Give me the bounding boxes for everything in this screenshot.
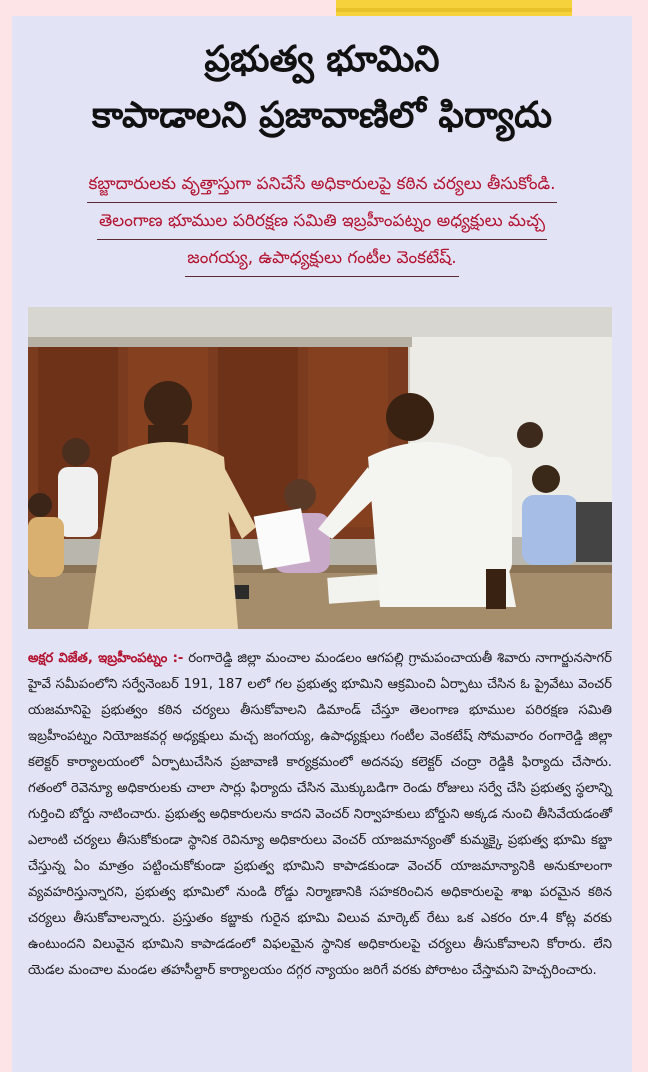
subheading-1 [12,172,632,203]
headline [12,32,632,144]
subheading-3 [12,246,632,277]
article-text: రంగారెడ్డి జిల్లా మంచాల మండలం ఆగపల్లి గ్రామపంచాయతీ శివారు నాగార్జునసాగర్ హైవే సమీపంలోని సర్వేనెంబర్ 191, 187 లలో గల ప్రభుత్వ భూమిని ఆక్రమించి ఏర్పాటు చేసిన ఓ ప్రైవేటు వెంచర్ యజమానిపై ప్రభుత్వం కఠిన చర్యలు తీసుకోవాలని డిమాండ్ చేస్తూ తెలంగాణ భూముల పరిరక్షణ సమితి ఇబ్రహీంపట్నం నియోజకవర్గ అధ్యక్షులు మచ్చ జంగయ్య, ఉపాధ్యక్షులు గంటీల వెంకటేష్ సోమవారం రంగారెడ్డి జిల్లా కలెక్టర్ కార్యాలయంలో ఏర్పాటుచేసిన ప్రజావాణి కార్యక్రమంలో అదనపు కలెక్టర్ చంద్రా రెడ్డికి ఫిర్యాదు చేసారు. గతంలో రెవెన్యూ అధికారులకు చాలా సార్లు ఫిర్యాదు చేసిన మొక్కుబడిగా రెండు రోజులు సర్వే చేసి ప్రభుత్వ స్థలాన్ని గుర్తించి బోర్డు నాటించారు. ప్రభుత్వ అధికారులను కాదని వెంచర్ నిర్వాహకులు బోర్డుని అక్కడ నుంచి తీసివేయడంతో ఎలాంటి చర్యలు తీసుకోకుండా స్థానిక రెవిన్యూ అధికారులు వెంచర్ యాజమాన్యంతో కుమ్మక్కై ప్రభుత్వ భూమి కబ్జా చేస్తున్న ఏం మాత్రం పట్టించుకోకుండా ప్రభుత్వ భూమిని కాపాడకుండా వెంచర్ యాజమాన్యానికి అనుకూలంగా వ్యవహరిస్తున్నారని, ప్రభుత్వ భూమిలో నుండి రోడ్డు నిర్మాణానికి సహకరించిన అధికారులపై శాఖ పరమైన కఠిన చర్యలు తీసుకోవాలన్నారు. ప్రస్తుతం కబ్జాకు గురైన భూమి విలువ మార్కెట్ రేటు ఒక ఎకరం రూ.4 కోట్ల వరకు ఉంటుందని విలువైన భూమిని కాపాడడంలో విఫలమైన స్థానిక అధికారులపై చర్యలు తీసుకోవాలని కోరారు. లేని యెడల మంచాల మండల తహసీల్దార్ కార్యాలయం దగ్గర న్యాయం జరిగే వరకు పోరాటం చేస్తామని హెచ్చరించారు. [28,651,612,978]
article-body [28,646,612,984]
headline-line-2: కాపాడాలని ప్రజావాణిలో ఫిర్యాదు [91,95,553,136]
news-photo [28,307,612,629]
masthead-strip [336,0,572,16]
news-page [12,16,632,1072]
subheading-1-text: కబ్జాదారులకు వృత్తాస్తుగా పనిచేసే అధికారులపై కఠిన చర్యలు తీసుకోండి. [87,172,558,203]
subheading-2 [12,209,632,240]
masthead-band [336,8,572,12]
subheading-2-text: తెలంగాణ భూముల పరిరక్షణ సమితి ఇబ్రహీంపట్నం అధ్యక్షులు మచ్చ [97,209,547,240]
headline-line-1: ప్రభుత్వ భూమిని [204,39,440,80]
subheading-3-text: జంగయ్య, ఉపాధ్యక్షులు గంటీల వెంకటేష్. [185,246,458,277]
article-dateline: అక్షర విజేత, ఇబ్రహీంపట్నం :- [28,651,184,666]
news-photo-image [28,307,612,629]
